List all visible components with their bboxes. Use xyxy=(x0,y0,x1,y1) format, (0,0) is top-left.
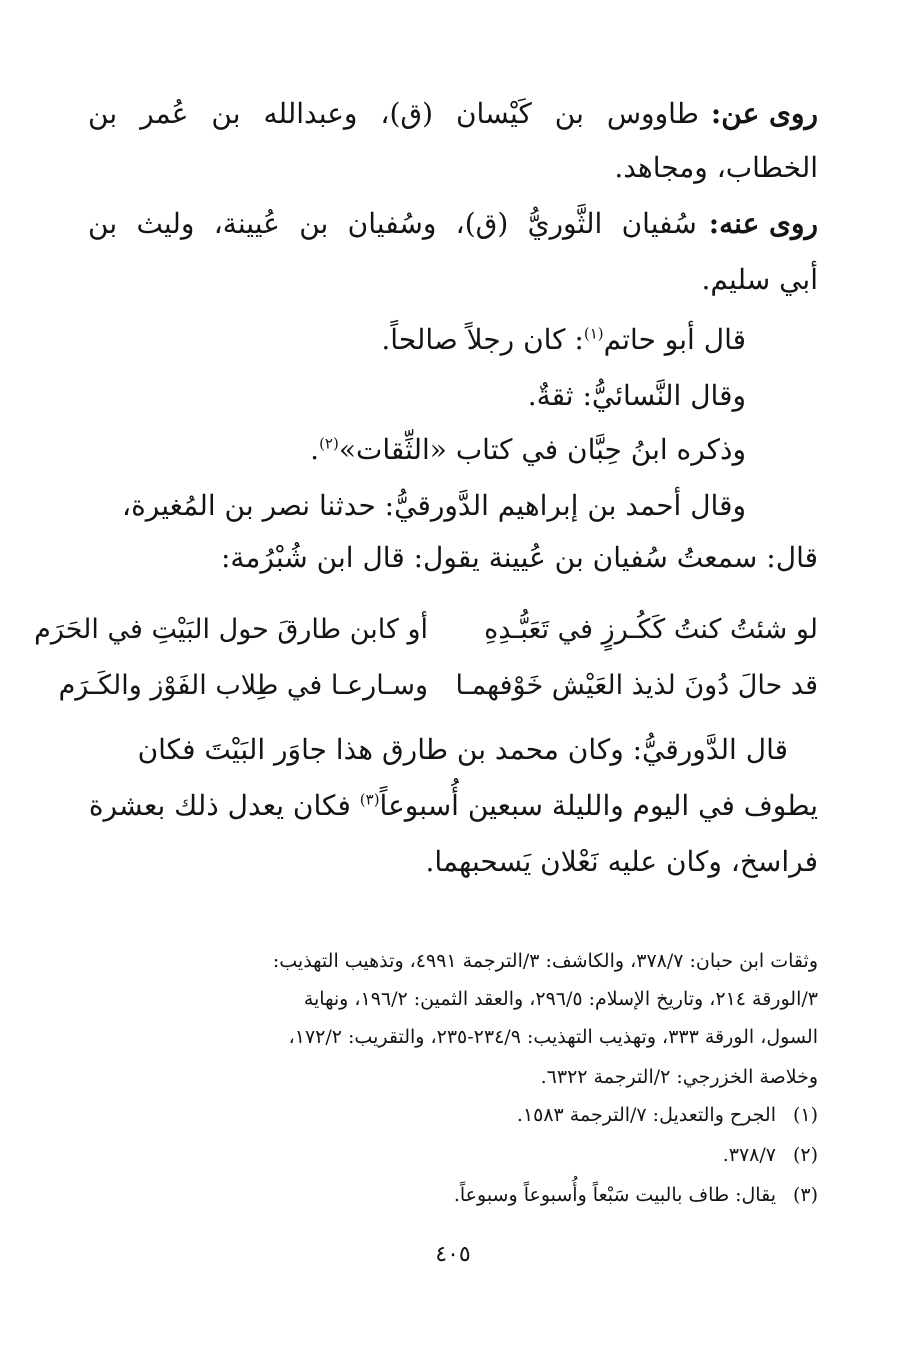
narrated-from-line-1 xyxy=(88,96,818,132)
poem-verse-2-first-hemistich: قد حالَ دُونَ لذيذ العَيْش خَوْفهمـا xyxy=(455,670,818,701)
footnote-1-text: الجرح والتعديل: ٧/الترجمة ١٥٨٣. xyxy=(516,1104,776,1126)
poem-verse-1-second-hemistich: أو كابن طارقَ حول البَيْتِ في الحَرَم xyxy=(34,614,428,645)
footnote-2-text: ٣٧٨/٧. xyxy=(722,1144,776,1166)
footnote-ref-2[interactable]: (٢) xyxy=(319,434,339,453)
quote-dawraqi-line-1: وقال أحمد بن إبراهيم الدَّورقيُّ: حدثنا نصر بن المُغيرة، xyxy=(122,489,746,522)
quote-dawraqi-2-line-2 xyxy=(89,788,818,824)
poem-verse-1 xyxy=(34,612,818,652)
footnote-3-number: (٣) xyxy=(792,1184,818,1206)
narrated-by-line-2: أبي سليم. xyxy=(701,263,818,296)
narrated-by-label: روى عنه: xyxy=(708,207,818,240)
quote-abu-hatim xyxy=(381,322,746,358)
quote-dawraqi-2-text-b: فكان يعدل ذلك بعشرة xyxy=(88,789,360,822)
footnote-ref-1[interactable]: (١) xyxy=(583,324,604,343)
footnote-2-number: (٢) xyxy=(792,1144,818,1166)
quote-ibn-hibban xyxy=(310,432,746,468)
narrated-from-label: روى عن: xyxy=(710,97,818,130)
quote-abu-hatim-text: قال أبو حاتم xyxy=(603,323,746,356)
quote-abu-hatim-rest: : كان رجلاً صالحاً. xyxy=(381,323,584,356)
quote-dawraqi-2-line-1: قال الدَّورقيُّ: وكان محمد بن طارق هذا جاوَر البَيْتَ فكان xyxy=(137,733,788,766)
quote-nasai: وقال النَّسائيُّ: ثقةٌ. xyxy=(527,379,746,412)
narrated-from-text: طاووس بن كَيْسان (ق)، وعبدالله بن عُمر بن xyxy=(88,97,699,130)
narrated-from-line-2: الخطاب، ومجاهد. xyxy=(614,151,818,184)
quote-ibn-hibban-text: وذكره ابنُ حِبَّان في كتاب «الثِّقات» xyxy=(338,433,746,466)
narrated-by-text: سُفيان الثَّوريُّ (ق)، وسُفيان بن عُيينة، وليث بن xyxy=(88,207,697,240)
quote-dawraqi-line-2: قال: سمعتُ سُفيان بن عُيينة يقول: قال ابن شُبْرُمة: xyxy=(220,541,818,574)
footnote-ref-3[interactable]: (٣) xyxy=(359,790,380,809)
footnote-2 xyxy=(723,1142,818,1169)
poem-verse-2 xyxy=(58,668,818,708)
quote-dawraqi-2-text-a: يطوف في اليوم والليلة سبعين أُسبوعاً xyxy=(379,789,818,822)
footnote-1 xyxy=(517,1102,818,1129)
quote-dawraqi-2-line-3: فراسخ، وكان عليه نَعْلان يَسحبهما. xyxy=(425,845,818,878)
footnote-3-text: يقال: طاف بالبيت سَبْعاً وأُسبوعاً وسبوعاً. xyxy=(453,1184,776,1206)
quote-ibn-hibban-rest: . xyxy=(310,433,320,466)
page-number: ٤٠٥ xyxy=(435,1242,471,1267)
footnote-continuation-line-2: ٣/الورقة ٢١٤، وتاريخ الإسلام: ٢٩٦/٥، والعقد الثمين: ١٩٦/٢، ونهاية xyxy=(303,988,818,1010)
footnote-3 xyxy=(454,1182,818,1209)
poem-verse-1-first-hemistich: لو شئتُ كنتُ كَكُـرزٍ في تَعَبُّـدِهِ xyxy=(484,614,818,645)
footnote-continuation-line-1: وثقات ابن حبان: ٣٧٨/٧، والكاشف: ٣/الترجمة ٤٩٩١، وتذهيب التهذيب: xyxy=(272,950,818,972)
narrated-by-line-1 xyxy=(88,206,818,242)
footnote-1-number: (١) xyxy=(792,1104,818,1126)
footnote-continuation-line-3: السول، الورقة ٣٣٣، وتهذيب التهذيب: ٢٣٤/٩-٢٣٥، والتقريب: ١٧٢/٢، xyxy=(288,1026,818,1048)
footnote-continuation-line-4: وخلاصة الخزرجي: ٢/الترجمة ٦٣٢٢. xyxy=(540,1066,818,1088)
poem-verse-2-second-hemistich: وسـارعـا في طِلاب الفَوْز والكَـرَم xyxy=(58,670,428,701)
